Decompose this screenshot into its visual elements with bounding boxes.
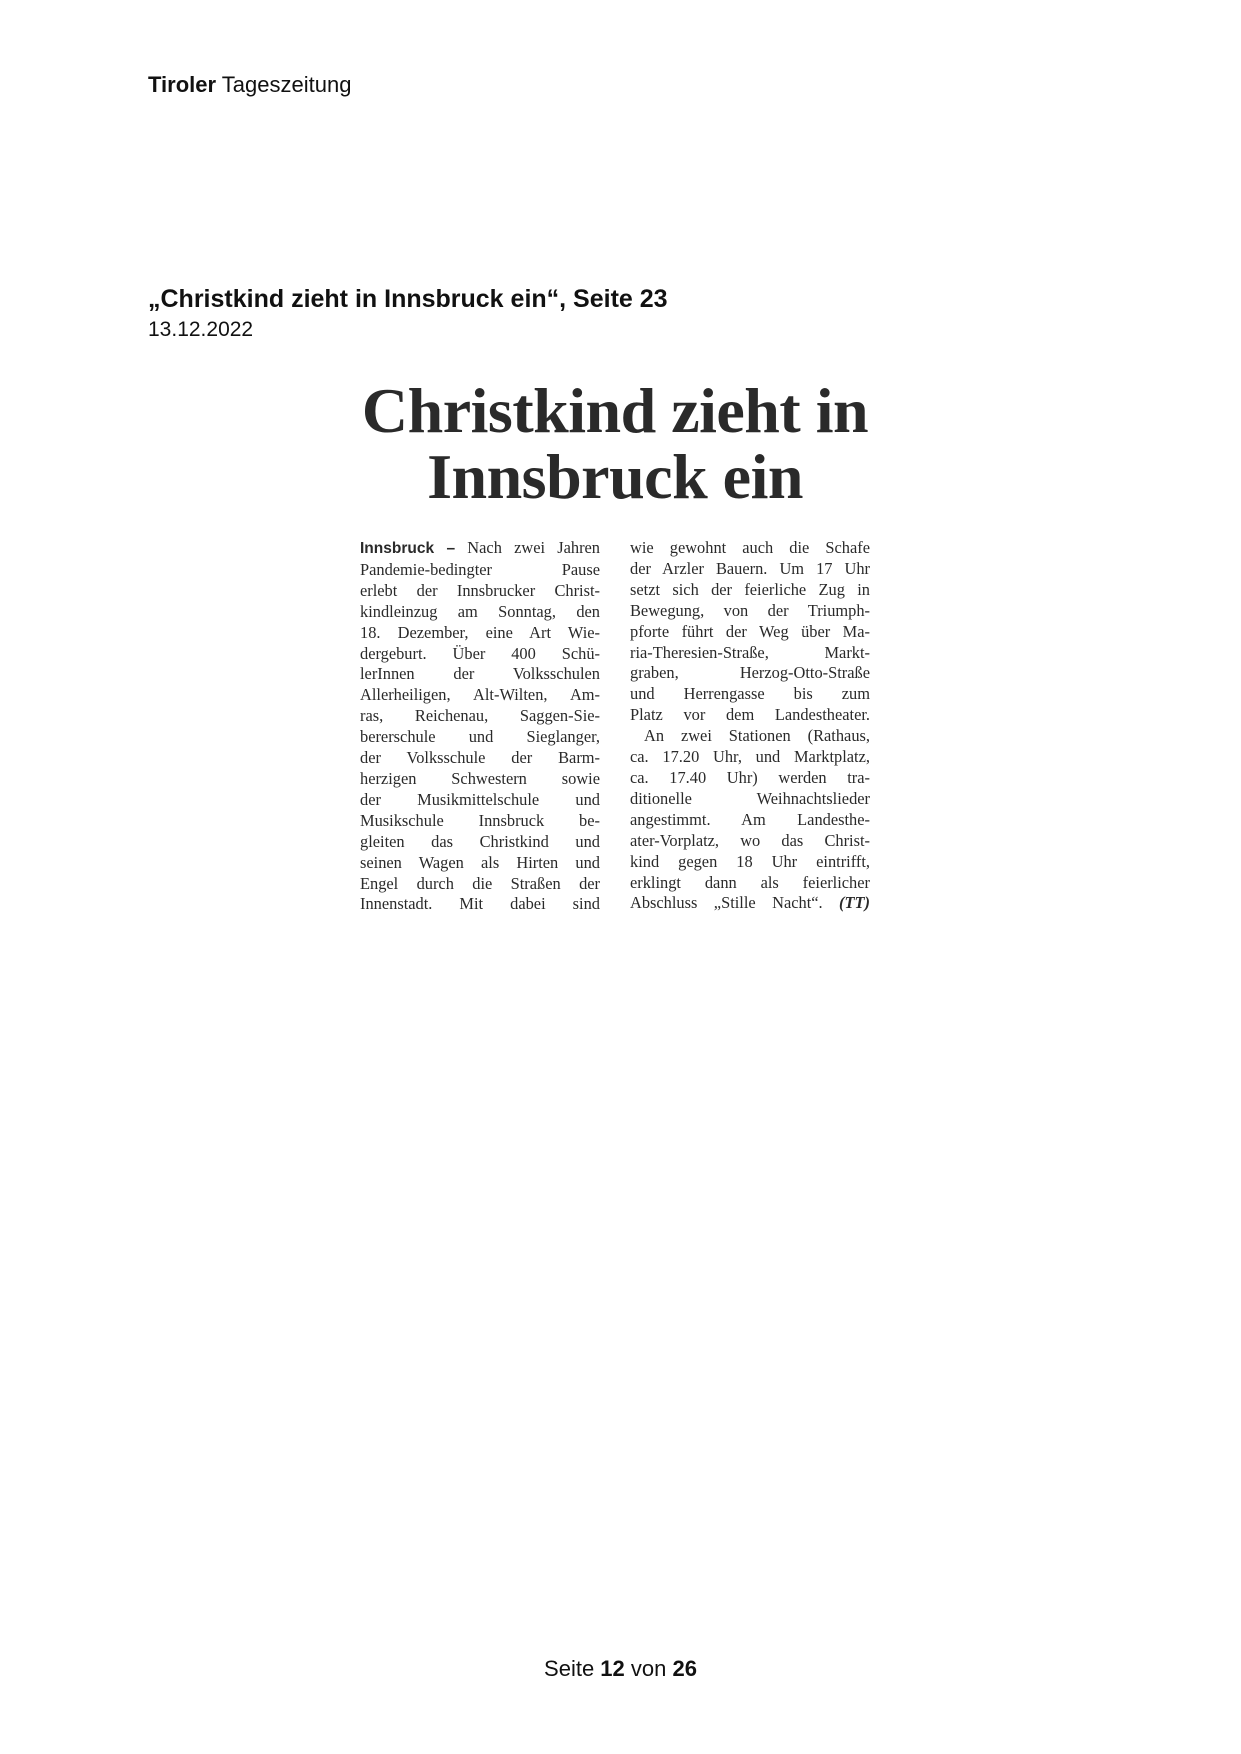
footer-prefix: Seite xyxy=(544,1656,601,1681)
column-line: der Volksschule der Barm- xyxy=(360,748,600,768)
column-line: kind gegen 18 Uhr eintrifft, xyxy=(630,851,870,871)
newspaper-clipping xyxy=(360,375,870,915)
column-line: ca. 17.40 Uhr) werden tra- xyxy=(630,767,870,787)
dateline: Innsbruck – xyxy=(360,540,456,557)
column-line-last xyxy=(630,893,870,914)
column-line: Platz vor dem Landestheater. xyxy=(630,705,870,725)
page-current: 12 xyxy=(600,1656,625,1681)
column-line xyxy=(360,538,600,560)
column-line: kindleinzug am Sonntag, den xyxy=(360,601,600,621)
clipping-headline xyxy=(360,375,870,512)
column-line: ditionelle Weihnachtslieder xyxy=(630,788,870,808)
publication-name-bold: Tiroler xyxy=(148,72,217,97)
article-columns xyxy=(360,538,870,915)
page-total: 26 xyxy=(672,1656,697,1681)
column-line: Bewegung, von der Triumph- xyxy=(630,600,870,620)
column-line: ca. 17.20 Uhr, und Marktplatz, xyxy=(630,747,870,767)
column-line: 18. Dezember, eine Art Wie- xyxy=(360,622,600,642)
column-line: gleiten das Christkind und xyxy=(360,831,600,851)
column-line: erlebt der Innsbrucker Christ- xyxy=(360,580,600,600)
column-line: ria-Theresien-Straße, Markt- xyxy=(630,642,870,662)
column-line: und Herrengasse bis zum xyxy=(630,684,870,704)
column-line: Musikschule Innsbruck be- xyxy=(360,810,600,830)
column-line: wie gewohnt auch die Schafe xyxy=(630,538,870,557)
column-line: An zwei Stationen (Rathaus, xyxy=(644,726,870,746)
first-line-text: Nach zwei Jahren xyxy=(455,538,601,557)
column-line: graben, Herzog-Otto-Straße xyxy=(630,663,870,683)
column-line: lerInnen der Volksschulen xyxy=(360,664,600,684)
column-line: Allerheiligen, Alt-Wilten, Am- xyxy=(360,685,600,705)
column-line: ras, Reichenau, Saggen-Sie- xyxy=(360,706,600,726)
column-line: herzigen Schwestern sowie xyxy=(360,768,600,788)
article-date: 13.12.2022 xyxy=(148,318,254,341)
column-line: der Arzler Bauern. Um 17 Uhr xyxy=(630,558,870,578)
closing-text: Abschluss „Stille Nacht“. xyxy=(630,893,840,913)
publication-header xyxy=(148,72,351,98)
headline-line-1: Christkind zieht in xyxy=(361,375,869,446)
article-column-1 xyxy=(360,538,600,915)
column-line: pforte führt der Weg über Ma- xyxy=(630,621,870,641)
column-line: bererschule und Sieglanger, xyxy=(360,727,600,747)
column-line: setzt sich der feierliche Zug in xyxy=(630,579,870,599)
column-line: dergeburt. Über 400 Schü- xyxy=(360,643,600,663)
column-line: erklingt dann als feierlicher xyxy=(630,872,870,892)
column-line: angestimmt. Am Landesthe- xyxy=(630,809,870,829)
article-title: „Christkind zieht in Innsbruck ein“, Seite 23 xyxy=(148,285,668,313)
column-line: Pandemie-bedingter Pause xyxy=(360,559,600,579)
column-line: Innenstadt. Mit dabei sind xyxy=(360,894,600,914)
column-line: Engel durch die Straßen der xyxy=(360,873,600,893)
column-line: der Musikmittelschule und xyxy=(360,789,600,809)
column-line: seinen Wagen als Hirten und xyxy=(360,852,600,872)
article-column-2 xyxy=(630,538,870,915)
page-footer xyxy=(0,1656,1241,1682)
headline-line-2: Innsbruck ein xyxy=(427,441,803,512)
column-line: ater-Vorplatz, wo das Christ- xyxy=(630,830,870,850)
footer-middle: von xyxy=(624,1656,673,1681)
source-tag: (TT) xyxy=(839,893,870,913)
publication-name-rest: Tageszeitung xyxy=(216,72,352,97)
